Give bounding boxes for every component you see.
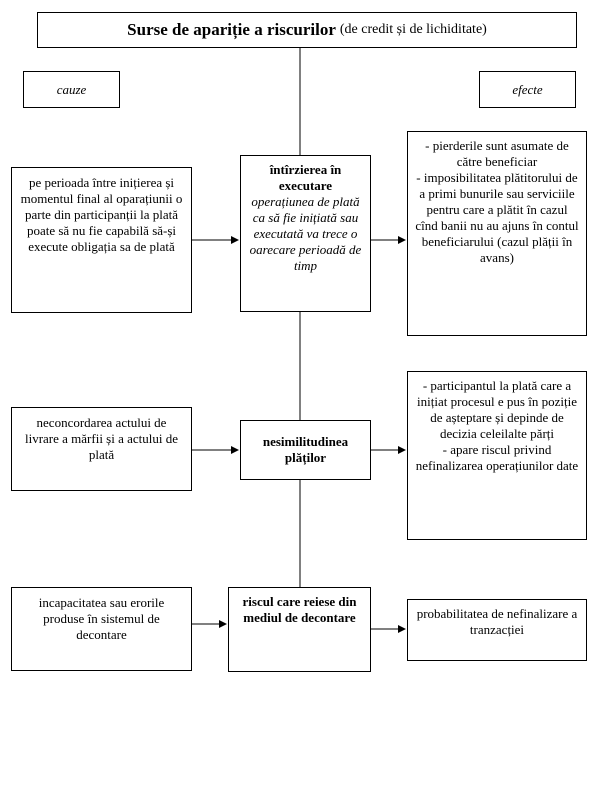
- cause-text-1: pe perioada între inițierea și momentul final al oparațiunii o parte din participanții la plată poate să nu fie capabilă să-și execute obligația sa de plată: [20, 175, 183, 254]
- effect-text-1a: - pierderile sunt asumate de către beneficiar: [425, 138, 569, 169]
- diagram-subtitle: (de credit și de lichiditate): [339, 22, 487, 37]
- diagram-title-box: [37, 12, 577, 48]
- causes-label: cauze: [56, 81, 87, 97]
- effect-text-2a: - participantul la plată care a inițiat procesul e pus în poziție de așteptare și depinde de decizia celeilalte părți: [417, 378, 577, 441]
- effects-label-box: [479, 71, 576, 108]
- diagram-title: Surse de apariție a riscurilor: [127, 20, 336, 39]
- effect-box-3: [407, 599, 587, 661]
- effects-label: efecte: [512, 81, 543, 97]
- source-title-1: întîrzierea în executare: [269, 162, 342, 193]
- effect-text-3: probabilitatea de nefinalizare a tranzacției: [416, 606, 578, 637]
- causes-label-box: [23, 71, 120, 108]
- source-title-2: nesimilitudinea plăților: [262, 434, 349, 465]
- source-title-3: riscul care reiese din mediul de decontare: [242, 594, 357, 625]
- effect-text-2b: - apare riscul privind nefinalizarea operațiunilor date: [415, 442, 579, 473]
- source-box-1: [240, 155, 371, 312]
- cause-text-2: neconcordarea actului de livrare a mărfii și a actului de plată: [24, 415, 179, 462]
- cause-box-3: [11, 587, 192, 671]
- cause-box-2: [11, 407, 192, 491]
- source-detail-1: operațiunea de plată ca să fie inițiată sau executată va trece o oarecare perioadă de timp: [249, 194, 362, 273]
- effect-box-1: [407, 131, 587, 336]
- source-box-3: [228, 587, 371, 672]
- effect-box-2: [407, 371, 587, 540]
- source-box-2: [240, 420, 371, 480]
- effect-text-1b: - imposibilitatea plătitorului de a primi bunurile sau serviciile pentru care a plătit în cazul cînd banii nu au ajuns în contul beneficiarului (cazul plății în avans): [415, 170, 579, 265]
- cause-box-1: [11, 167, 192, 313]
- cause-text-3: incapacitatea sau erorile produse în sistemul de decontare: [38, 595, 165, 642]
